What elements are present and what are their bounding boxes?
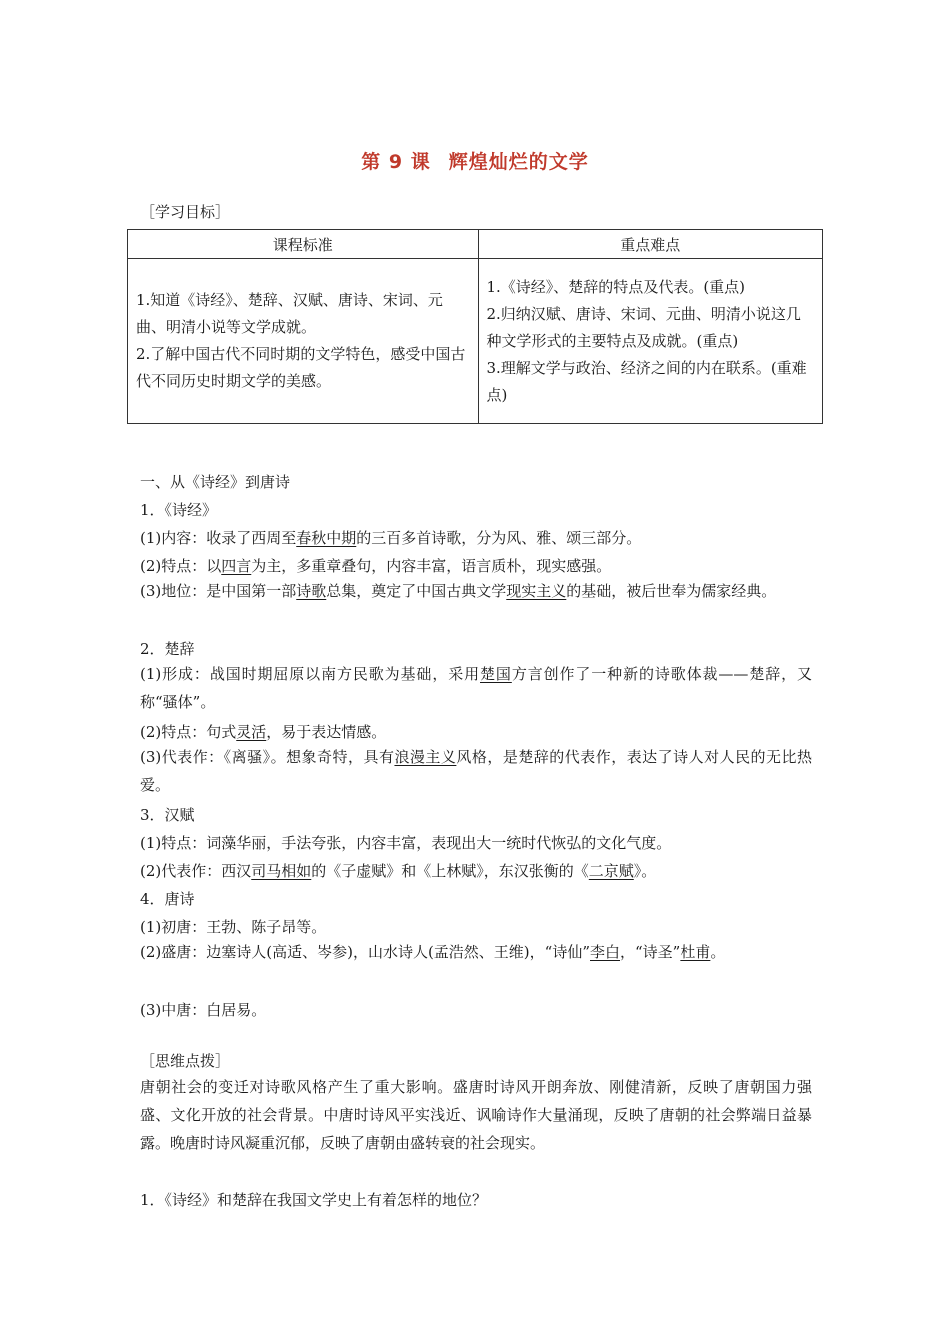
subheading-chuci: 2．楚辞 xyxy=(140,640,195,658)
hanfu-features: (1)特点：词藻华丽，手法夸张，内容丰富，表现出大一统时代恢弘的文化气度。 xyxy=(140,834,672,852)
col-header-standards: 课程标准 xyxy=(128,230,479,259)
key-point-item: 3.理解文学与政治、经济之间的内在联系。(重难点) xyxy=(486,358,807,404)
early-tang: (1)初唐：王勃、陈子昂等。 xyxy=(140,918,327,936)
lesson-number: 第 9 课 xyxy=(361,151,431,173)
chuci-features: (2)特点：句式灵活，易于表达情感。 xyxy=(140,723,387,741)
section-heading: 一、从《诗经》到唐诗 xyxy=(140,473,291,491)
page-title xyxy=(0,147,950,174)
thinking-text: 唐朝社会的变迁对诗歌风格产生了重大影响。盛唐时诗风开朗奔放、刚健清新，反映了唐朝国力强盛、文化开放的社会背景。中唐时诗风平实浅近、讽喻诗作大量涌现，反映了唐朝的社会弊端日益暴露。晚唐时诗风凝重沉郁，反映了唐朝由盛转衰的社会现实。 xyxy=(140,1078,812,1152)
chuci-formation: (1)形成：战国时期屈原以南方民歌为基础，采用楚国方言创作了一种新的诗歌体裁——楚辞，又称“骚体”。 xyxy=(140,665,812,711)
shijing-content: (1)内容：收录了西周至春秋中期的三百多首诗歌，分为风、雅、颂三部分。 xyxy=(140,529,642,547)
standards-cell xyxy=(128,259,479,424)
question: 1．《诗经》和楚辞在我国文学史上有着怎样的地位？ xyxy=(140,1191,488,1209)
subheading-tangshi: 4．唐诗 xyxy=(140,890,195,908)
subheading-hanfu: 3．汉赋 xyxy=(140,806,195,824)
shijing-status: (3)地位：是中国第一部诗歌总集，奠定了中国古典文学现实主义的基础，被后世奉为儒家经典。 xyxy=(140,582,777,600)
key-points-cell xyxy=(478,259,823,424)
lesson-name: 辉煌灿烂的文学 xyxy=(448,151,589,173)
subheading-shijing: 1．《诗经》 xyxy=(140,501,218,519)
col-header-key-points: 重点难点 xyxy=(478,230,823,259)
key-point-item: 1.《诗经》、楚辞的特点及代表。(重点) xyxy=(486,277,746,296)
mid-tang: (3)中唐：白居易。 xyxy=(140,1001,267,1019)
hanfu-works: (2)代表作：西汉司马相如的《子虚赋》和《上林赋》，东汉张衡的《二京赋》。 xyxy=(140,862,657,880)
goals-table xyxy=(127,229,823,424)
chuci-works: (3)代表作：《离骚》。想象奇特，具有浪漫主义风格，是楚辞的代表作，表达了诗人对人民的无比热爱。 xyxy=(140,748,812,794)
key-point-item: 2.归纳汉赋、唐诗、宋词、元曲、明清小说这几种文学形式的主要特点及成就。(重点) xyxy=(486,304,801,350)
thinking-label: ［思维点拨］ xyxy=(140,1052,231,1070)
goals-label: ［学习目标］ xyxy=(140,203,231,221)
standard-item: 1.知道《诗经》、楚辞、汉赋、唐诗、宋词、元曲、明清小说等文学成就。 xyxy=(136,291,443,336)
standard-item: 2.了解中国古代不同时期的文学特色，感受中国古代不同历史时期文学的美感。 xyxy=(136,345,466,390)
high-tang: (2)盛唐：边塞诗人(高适、岑参)，山水诗人(孟浩然、王维)，“诗仙”李白，“诗圣”杜甫。 xyxy=(140,943,726,961)
shijing-features: (2)特点：以四言为主，多重章叠句，内容丰富，语言质朴，现实感强。 xyxy=(140,557,612,575)
